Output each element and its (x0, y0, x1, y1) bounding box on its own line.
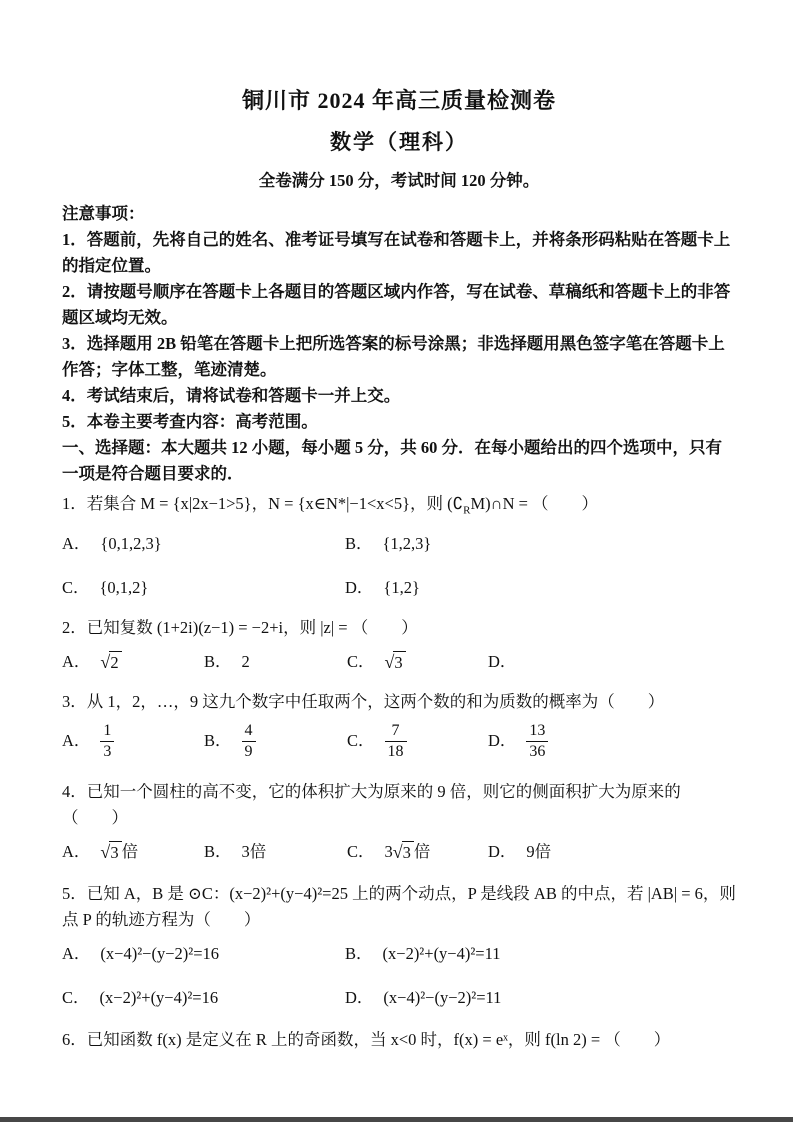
option-value (242, 839, 267, 865)
option-label: B． (345, 534, 373, 554)
option-label: A． (62, 944, 91, 964)
option-value (526, 839, 551, 865)
question-5-stem: 5．已知 A，B 是 ⊙C：(x−2)²+(y−4)²=25 上的两个动点，P 是线段 AB 的中点，若 |AB| = 6，则点 P 的轨迹方程为（ ） (62, 884, 736, 930)
option-value: {0,1,2} (99, 578, 149, 598)
option-5b (345, 941, 736, 967)
question-5-options (62, 941, 736, 1011)
option-1a (62, 531, 345, 557)
exam-meta-line: 全卷满分 150 分，考试时间 120 分钟。 (258, 171, 540, 190)
option-5c (62, 985, 345, 1011)
page-title: 铜川市 2024 年高三质量检测卷 (241, 88, 556, 113)
option-label: B． (345, 944, 373, 964)
notice-item-1: 1．答题前，先将自己的姓名、准考证号填写在试卷和答题卡上，并将条形码粘贴在答题卡上的指定位置。 (62, 230, 731, 275)
option-2a (62, 649, 204, 675)
radical-icon: √ (100, 651, 111, 672)
stem-text: 1．若集合 M = {x|2x−1>5}，N = {x∈N*|−1<x<5}，则 (∁ (62, 494, 464, 513)
fraction-numerator: 4 (244, 721, 253, 739)
option-label: C． (347, 652, 375, 672)
option-label: C． (62, 988, 90, 1008)
fraction-denominator: 9 (242, 741, 256, 762)
notice-section (62, 201, 736, 435)
fraction-value (242, 719, 256, 764)
option-label: A． (62, 842, 91, 862)
option-value: (x−2)²+(y−4)²=16 (99, 988, 219, 1008)
option-label: C． (347, 731, 375, 751)
question-2 (62, 615, 736, 675)
option-5d (345, 985, 736, 1011)
option-1d (345, 575, 736, 601)
option-label: D． (488, 842, 517, 862)
notice-item-4: 4．考试结束后，请将试卷和答题卡一并上交。 (62, 386, 401, 405)
option-label: C． (62, 578, 90, 598)
fraction-value (100, 719, 114, 764)
sqrt-radical (385, 651, 406, 674)
option-value (385, 839, 431, 865)
coefficient: 3 (384, 842, 393, 862)
coefficient: 9 (526, 842, 535, 862)
option-4b (204, 839, 347, 865)
coefficient: 3 (241, 842, 250, 862)
question-6 (62, 1027, 736, 1053)
radicand: 3 (402, 841, 414, 864)
question-2-options (62, 649, 736, 675)
question-3-stem: 3．从 1，2，…，9 这九个数字中任取两个，这两个数的和为质数的概率为（ ） (62, 692, 665, 712)
option-value (242, 649, 250, 675)
option-2d (488, 649, 736, 675)
option-label: B． (204, 842, 232, 862)
fraction-numerator: 1 (103, 721, 112, 739)
question-2-stem: 2．已知复数 (1+2i)(z−1) = −2+i，则 |z| = （ ） (62, 618, 418, 638)
option-label: A． (62, 652, 91, 672)
question-5 (62, 881, 736, 1011)
radical-icon: √ (392, 841, 403, 862)
option-label: D． (345, 988, 374, 1008)
option-3c (347, 717, 488, 765)
option-label: D． (345, 578, 374, 598)
option-2b (204, 649, 347, 675)
option-value: {1,2} (383, 578, 420, 598)
option-2c (347, 649, 488, 675)
question-3 (62, 689, 736, 765)
option-value (100, 651, 121, 674)
notice-item-2: 2．请按题号顺序在答题卡上各题目的答题区域内作答，写在试卷、草稿纸和答题卡上的非答题区域均无效。 (62, 282, 731, 327)
fraction-denominator: 36 (526, 741, 548, 762)
option-label: A． (62, 731, 91, 751)
fraction-numerator: 13 (529, 721, 546, 739)
question-6-stem: 6．已知函数 f(x) 是定义在 R 上的奇函数，当 x<0 时，f(x) = eˣ，则 f(ln 2) = （ ） (62, 1030, 671, 1050)
question-3-options (62, 717, 736, 765)
option-4d (488, 839, 736, 865)
radical-icon: √ (384, 651, 395, 672)
question-1 (62, 491, 736, 601)
option-4c (347, 839, 488, 865)
question-4-stem: 4．已知一个圆柱的高不变，它的体积扩大为原来的 9 倍，则它的侧面积扩大为原来的（ ） (62, 782, 681, 828)
page-subtitle: 数学（理科） (330, 130, 468, 154)
unit-text: 倍 (413, 842, 431, 862)
question-1-stem (62, 491, 736, 523)
option-label: C． (347, 842, 375, 862)
fraction-value (526, 719, 548, 764)
option-5a (62, 941, 345, 967)
question-1-options (62, 531, 736, 601)
unit-text: 倍 (121, 842, 139, 862)
option-value: (x−2)²+(y−4)²=11 (382, 944, 501, 964)
option-value (385, 651, 406, 674)
fraction-numerator: 7 (391, 721, 400, 739)
radicand: 3 (109, 841, 121, 864)
option-label: B． (204, 731, 232, 751)
fraction-value (385, 719, 407, 764)
option-4a (62, 839, 204, 865)
unit-text: 倍 (534, 842, 552, 862)
radical-icon: √ (100, 841, 111, 862)
option-label: D． (488, 731, 517, 751)
fraction-denominator: 18 (385, 741, 407, 762)
question-4-options (62, 839, 736, 865)
question-4 (62, 779, 736, 865)
subscript-r: R (463, 504, 471, 517)
radicand: 2 (109, 651, 121, 674)
sqrt-radical (393, 841, 414, 864)
option-value: {0,1,2,3} (100, 534, 162, 554)
option-value: {1,2,3} (382, 534, 432, 554)
option-label: B． (204, 652, 232, 672)
option-3b (204, 717, 347, 765)
sqrt-radical (100, 651, 121, 674)
stem-text: M)∩N = （ ） (470, 494, 599, 513)
option-1c (62, 575, 345, 601)
coefficient: 2 (241, 652, 250, 672)
option-value: (x−4)²−(y−2)²=16 (100, 944, 220, 964)
sqrt-radical (100, 841, 121, 864)
option-3a (62, 717, 204, 765)
section-1-heading: 一、选择题：本大题共 12 小题，每小题 5 分，共 60 分．在每小题给出的四个选项中，只有一项是符合题目要求的． (62, 438, 722, 483)
fraction-denominator: 3 (100, 741, 114, 762)
option-label: A． (62, 534, 91, 554)
option-1b (345, 531, 736, 557)
unit-text: 倍 (249, 842, 267, 862)
option-label: D． (488, 652, 517, 672)
radicand: 3 (393, 651, 405, 674)
option-value: (x−4)²−(y−2)²=11 (383, 988, 502, 1008)
option-value (100, 839, 138, 865)
notice-heading: 注意事项： (62, 204, 145, 223)
option-3d (488, 717, 736, 765)
notice-item-5: 5．本卷主要考查内容：高考范围。 (62, 412, 318, 431)
scan-edge-bar (0, 1117, 793, 1122)
notice-item-3: 3．选择题用 2B 铅笔在答题卡上把所选答案的标号涂黑；非选择题用黑色签字笔在答题卡上作答；字体工整，笔迹清楚。 (62, 334, 725, 379)
